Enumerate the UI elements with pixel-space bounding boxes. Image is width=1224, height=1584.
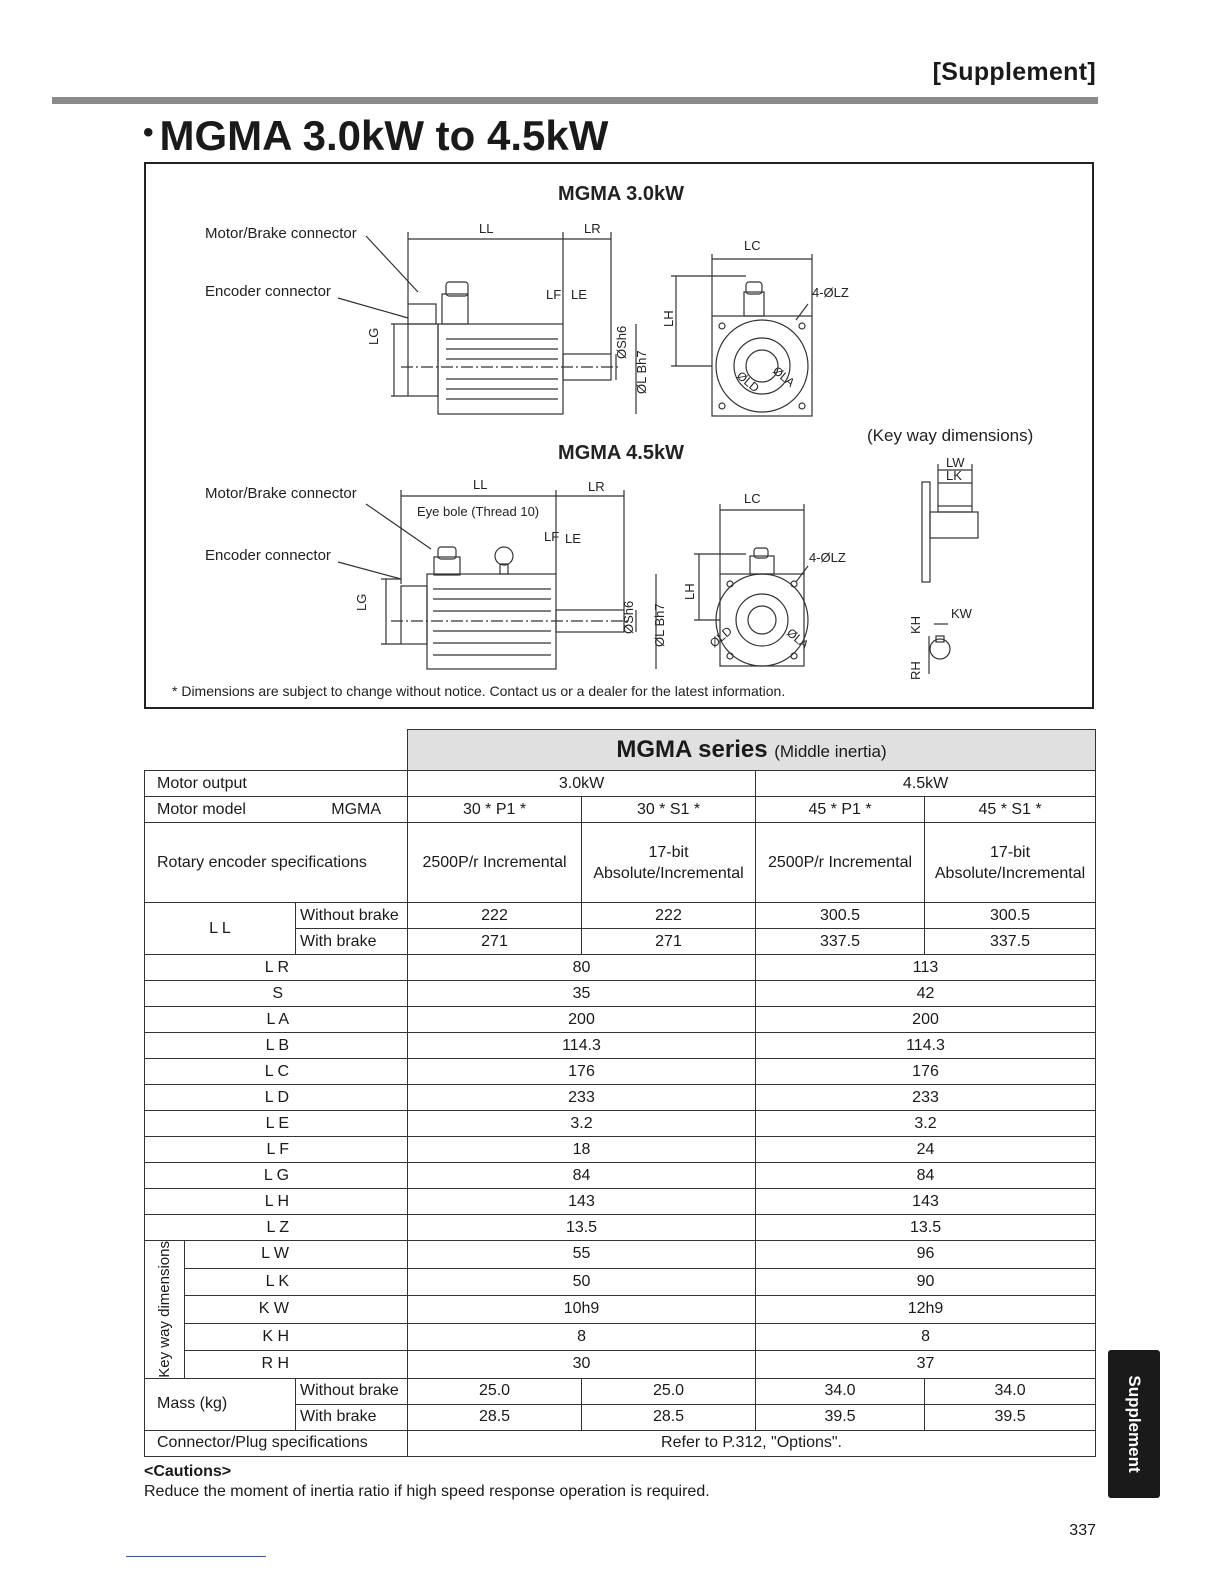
dim-LG-45: LG [354, 593, 369, 611]
cell: 3.2 [408, 1111, 756, 1137]
table-row [145, 1215, 1096, 1241]
cell: 37 [756, 1351, 1096, 1379]
table-row [145, 1137, 1096, 1163]
cell: Refer to P.312, "Options". [408, 1430, 1096, 1456]
cell-encoder: 2500P/r Incremental [756, 823, 925, 903]
sub-label: Without brake [296, 1378, 408, 1404]
label-motor-brake-connector-45: Motor/Brake connector [205, 485, 357, 502]
row-label: L G [145, 1163, 408, 1189]
table-row [145, 1059, 1096, 1085]
table-row [145, 1007, 1096, 1033]
table-row [145, 1163, 1096, 1189]
row-label: Motor output [145, 771, 408, 797]
cell-output-30: 3.0kW [408, 771, 756, 797]
row-label: Connector/Plug specifications [145, 1430, 408, 1456]
title-text: MGMA 3.0kW to 4.5kW [159, 112, 609, 159]
dim-LG-30: LG [366, 327, 381, 345]
label-eye-bolt: Eye bole (Thread 10) [417, 504, 540, 519]
dim-LH-45: LH [682, 583, 697, 600]
dim-LR-45: LR [588, 479, 605, 494]
table-row [145, 1268, 1096, 1296]
dim-LR-30: LR [584, 221, 601, 236]
cell: 35 [408, 981, 756, 1007]
table-row [145, 955, 1096, 981]
drawing-3kw-side [338, 232, 636, 414]
row-label: Rotary encoder specifications [145, 823, 408, 903]
dim-LC-30: LC [744, 238, 761, 253]
row-label: S [145, 981, 408, 1007]
drawing-keyway [922, 464, 978, 674]
cell-output-45: 4.5kW [756, 771, 1096, 797]
dim-LF-30: LF [546, 287, 562, 302]
row-label: L D [145, 1085, 408, 1111]
page-title [143, 112, 608, 160]
cell-model: 30 * S1 * [582, 797, 756, 823]
dim-LA-30: ØLA [770, 363, 798, 390]
row-label: L H [145, 1189, 408, 1215]
table-row [145, 1351, 1096, 1379]
cell: 8 [756, 1323, 1096, 1351]
row-label: Mass (kg) [145, 1378, 296, 1430]
cell: 28.5 [582, 1404, 756, 1430]
cell: 25.0 [582, 1378, 756, 1404]
cell: 271 [408, 929, 582, 955]
cell: 337.5 [925, 929, 1096, 955]
cell-model: 30 * P1 * [408, 797, 582, 823]
cell: 233 [408, 1085, 756, 1111]
cell: 143 [408, 1189, 756, 1215]
row-label: L L [145, 903, 296, 955]
table-row [145, 1323, 1096, 1351]
table-row [145, 1111, 1096, 1137]
cell: 143 [756, 1189, 1096, 1215]
sub-label: Without brake [296, 903, 408, 929]
dim-LW: LW [946, 455, 965, 470]
series-title: MGMA series [616, 736, 768, 763]
spec-table [144, 729, 1096, 1457]
cell: 113 [756, 955, 1096, 981]
table-row [145, 1241, 1096, 1269]
table-row [145, 797, 1096, 823]
table-row [145, 1296, 1096, 1324]
cell: 114.3 [408, 1033, 756, 1059]
row-label: K W [185, 1296, 408, 1324]
table-row [145, 1033, 1096, 1059]
label-motor-brake-connector-30: Motor/Brake connector [205, 225, 357, 242]
row-label: L C [145, 1059, 408, 1085]
cell: 300.5 [925, 903, 1096, 929]
label-key-way-dims: (Key way dimensions) [867, 426, 1034, 445]
series-header [408, 730, 1096, 771]
model-prefix: MGMA [331, 800, 382, 818]
dim-LZ-30: 4-ØLZ [812, 285, 849, 300]
section-header: [Supplement] [932, 58, 1096, 86]
cell: 200 [408, 1007, 756, 1033]
cell: 176 [756, 1059, 1096, 1085]
cell: 13.5 [408, 1215, 756, 1241]
cell: 80 [408, 955, 756, 981]
cell: 28.5 [408, 1404, 582, 1430]
motor-drawings [146, 164, 1096, 711]
header-rule [52, 97, 1098, 104]
header-blank [145, 730, 408, 771]
dim-LA-45: ØLA [784, 625, 812, 652]
cell: 34.0 [925, 1378, 1096, 1404]
cell: 3.2 [756, 1111, 1096, 1137]
cell-model: 45 * S1 * [925, 797, 1096, 823]
dim-RH: RH [908, 661, 923, 680]
cautions-heading: <Cautions> [144, 1463, 232, 1480]
series-header-row [145, 730, 1096, 771]
cell-model: 45 * P1 * [756, 797, 925, 823]
cell-encoder: 2500P/r Incremental [408, 823, 582, 903]
table-row [145, 1189, 1096, 1215]
title-30kw: MGMA 3.0kW [558, 183, 684, 205]
cautions-text: Reduce the moment of inertia ratio if high speed response operation is required. [144, 1483, 710, 1500]
title-45kw: MGMA 4.5kW [558, 442, 684, 464]
cell: 222 [408, 903, 582, 929]
cell: 24 [756, 1137, 1096, 1163]
dim-LD-45: ØLD [706, 623, 735, 651]
side-tab-label: Supplement [1125, 1375, 1144, 1473]
keyway-label: Key way dimensions [156, 1241, 173, 1378]
cell: 25.0 [408, 1378, 582, 1404]
dim-KH: KH [908, 615, 923, 634]
row-label: L F [145, 1137, 408, 1163]
dim-LL-30: LL [479, 221, 494, 236]
dim-LK: LK [946, 468, 962, 483]
row-label: L Z [145, 1215, 408, 1241]
cell: 50 [408, 1268, 756, 1296]
table-row [145, 1085, 1096, 1111]
cell: 222 [582, 903, 756, 929]
row-label: L W [185, 1241, 408, 1269]
table-row [145, 903, 1096, 929]
cell: 114.3 [756, 1033, 1096, 1059]
dim-LC-45: LC [744, 491, 761, 506]
row-label-model [145, 797, 408, 823]
cell: 55 [408, 1241, 756, 1269]
cell-encoder: 17-bit Absolute/Incremental [925, 823, 1096, 903]
row-label: L E [145, 1111, 408, 1137]
row-label: K H [185, 1323, 408, 1351]
cell: 13.5 [756, 1215, 1096, 1241]
cell: 200 [756, 1007, 1096, 1033]
cell: 42 [756, 981, 1096, 1007]
cell: 12h9 [756, 1296, 1096, 1324]
cell: 84 [756, 1163, 1096, 1189]
footer-link-line [126, 1556, 266, 1557]
sub-label: With brake [296, 929, 408, 955]
label-encoder-connector-45: Encoder connector [205, 547, 331, 564]
cell: 176 [408, 1059, 756, 1085]
dim-LZ-45: 4-ØLZ [809, 550, 846, 565]
dim-S-30: ØSh6 [614, 325, 629, 359]
cell: 90 [756, 1268, 1096, 1296]
drawing-3kw-front [671, 254, 812, 416]
dim-LL-45: LL [473, 477, 488, 492]
table-row [145, 981, 1096, 1007]
cell: 233 [756, 1085, 1096, 1111]
series-sub: (Middle inertia) [774, 742, 887, 761]
cell: 300.5 [756, 903, 925, 929]
cell: 10h9 [408, 1296, 756, 1324]
dim-LF-45: LF [544, 529, 560, 544]
cell: 84 [408, 1163, 756, 1189]
table-row [145, 1430, 1096, 1456]
table-row [145, 823, 1096, 903]
sub-label: With brake [296, 1404, 408, 1430]
dim-LB-30: ØL Bh7 [634, 350, 649, 394]
dim-KW: KW [951, 606, 972, 621]
cell: 18 [408, 1137, 756, 1163]
title-bullet: • [143, 116, 154, 149]
row-label: L A [145, 1007, 408, 1033]
dimension-diagram [144, 162, 1094, 709]
keyway-group-label [145, 1241, 185, 1379]
cell: 96 [756, 1241, 1096, 1269]
row-label: R H [185, 1351, 408, 1379]
cell: 39.5 [925, 1404, 1096, 1430]
dim-S-45: ØSh6 [621, 600, 636, 634]
page-number: 337 [1069, 1522, 1096, 1539]
cell: 39.5 [756, 1404, 925, 1430]
cell: 34.0 [756, 1378, 925, 1404]
label-encoder-connector-30: Encoder connector [205, 283, 331, 300]
dim-LE-45: LE [565, 531, 581, 546]
cell: 30 [408, 1351, 756, 1379]
dim-LE-30: LE [571, 287, 587, 302]
cell: 8 [408, 1323, 756, 1351]
cell: 271 [582, 929, 756, 955]
dim-LH-30: LH [661, 310, 676, 327]
row-label: L B [145, 1033, 408, 1059]
diagram-note: * Dimensions are subject to change without notice. Contact us or a dealer for the latest information. [172, 683, 786, 699]
row-label: L R [145, 955, 408, 981]
model-label: Motor model [157, 800, 246, 818]
side-tab[interactable] [1108, 1350, 1160, 1498]
table-row [145, 771, 1096, 797]
table-row [145, 1378, 1096, 1404]
cell-encoder: 17-bit Absolute/Incremental [582, 823, 756, 903]
row-label: L K [185, 1268, 408, 1296]
dim-LD-30: ØLD [734, 368, 762, 396]
dim-LB-45: ØL Bh7 [652, 603, 667, 647]
cell: 337.5 [756, 929, 925, 955]
